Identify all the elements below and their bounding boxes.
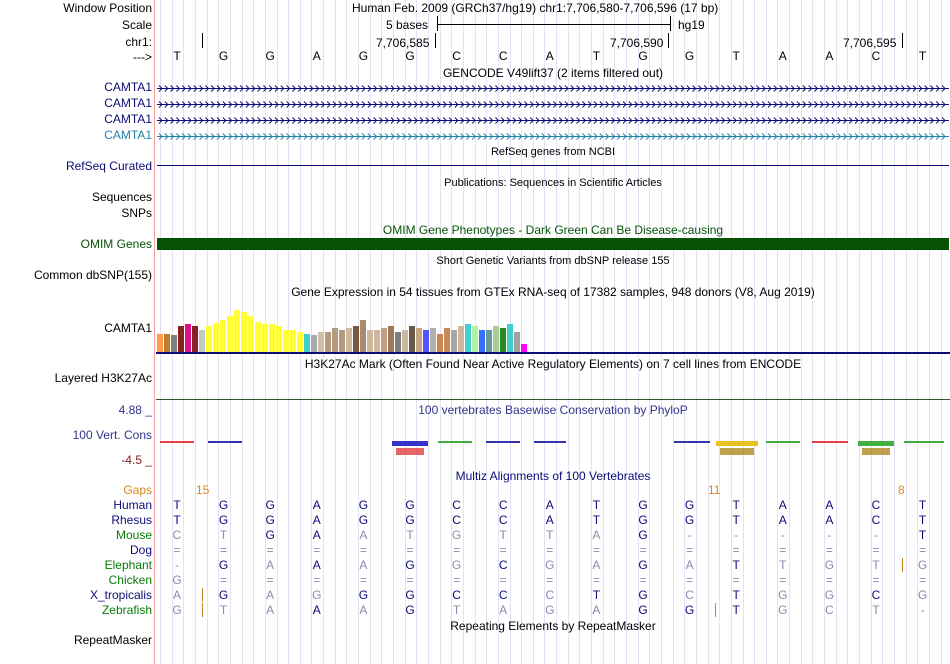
aligned-base: = [453,543,461,557]
aligned-base: G [218,513,229,527]
aligned-base: = [872,573,880,587]
aligned-base: T [219,603,228,617]
aligned-base: = [919,573,927,587]
aligned-base: A [359,603,368,617]
h3k27ac-baseline [156,399,950,400]
aligned-base: G [172,573,182,587]
aligned-base: T [918,528,927,542]
aligned-base: A [266,588,275,602]
aligned-base: G [917,558,928,572]
reference-base: T [173,49,181,63]
camta1-transcript-4[interactable] [157,130,949,139]
gtex-tissue-bar[interactable] [185,324,191,352]
aligned-base: = [686,573,694,587]
aligned-base: G [638,528,648,542]
aligned-base: T [872,603,880,617]
gencode-track-title[interactable]: GENCODE V49lift37 (2 items filtered out) [442,66,664,80]
scale-label: Scale [121,18,152,32]
aligned-base: = [872,543,880,557]
aligned-base: = [825,543,833,557]
camta1-label-1[interactable]: CAMTA1 [104,80,152,94]
aligned-base: G [218,558,229,572]
aligned-base: T [173,498,181,512]
ruler-tick-3 [902,33,903,48]
aligned-base: T [732,558,740,572]
scale-bar-left-tick [437,16,438,31]
chromosome-label: chr1: [125,35,152,49]
gtex-tissue-bar[interactable] [451,330,457,352]
aligned-base: G [405,603,415,617]
gtex-tissue-bar[interactable] [500,328,506,352]
gtex-tissue-bar[interactable] [290,330,296,352]
layered-h3k27ac-label[interactable]: Layered H3K27Ac [54,371,152,385]
aligned-base: = [732,573,740,587]
insertion-marker [202,588,203,602]
aligned-base: A [545,513,554,527]
aligned-base: T [779,558,787,572]
aligned-base: A [685,558,694,572]
omim-track-title[interactable]: OMIM Gene Phenotypes - Dark Green Can Be Disease-causing [382,223,724,237]
camta1-transcript-1[interactable] [157,82,949,91]
aligned-base: G [638,513,648,527]
camta1-transcript-3[interactable] [157,114,949,123]
aligned-base: = [313,543,321,557]
gtex-tissue-bar[interactable] [486,330,492,352]
vert-cons-label[interactable]: 100 Vert. Cons [72,428,152,442]
aligned-base: G [684,603,695,617]
gtex-tissue-bar[interactable] [507,324,513,352]
aligned-base: = [732,543,740,557]
phylop-base-mark [812,441,848,443]
gtex-baseline [156,352,950,354]
aligned-base: G [638,588,648,602]
species-xtropicalis-label[interactable]: X_tropicalis [89,588,152,602]
reference-base: C [498,49,508,63]
aligned-base: G [778,588,788,602]
gtex-tissue-bar[interactable] [311,335,317,352]
aligned-base: T [499,528,507,542]
gtex-tissue-bar[interactable] [234,310,240,352]
gtex-tissue-bar[interactable] [409,326,415,352]
aligned-base: T [732,588,740,602]
phylop-base-mark [160,441,194,443]
ruler-coordinate-1: 7,706,585 [376,36,430,50]
gtex-tissue-bar[interactable] [276,326,282,352]
aligned-base: C [871,588,881,602]
aligned-base: G [451,528,462,542]
phylop-track-title[interactable]: 100 vertebrates Basewise Conservation by PhyloP [418,403,688,417]
omim-genes-label[interactable]: OMIM Genes [80,237,152,251]
ruler-tick-2 [668,33,669,48]
gtex-tissue-bar[interactable] [304,334,310,352]
camta1-label-4[interactable]: CAMTA1 [104,128,152,142]
aligned-base: T [452,603,461,617]
reference-base: T [592,49,601,63]
gtex-tissue-bar[interactable] [388,326,394,352]
aligned-base: = [453,573,461,587]
aligned-base: T [173,513,181,527]
aligned-base: T [732,603,740,617]
aligned-base: G [824,558,835,572]
reference-base: A [312,49,321,63]
phylop-base-mark [716,441,758,446]
aligned-base: = [220,543,228,557]
aligned-base: G [638,603,648,617]
aligned-base: = [406,543,414,557]
aligned-base: A [266,558,275,572]
gtex-tissue-bar[interactable] [199,330,205,352]
ruler-coordinate-2: 7,706,590 [610,36,664,50]
aligned-base: A [359,558,368,572]
phylop-base-mark [534,441,566,443]
aligned-base: G [218,498,229,512]
gtex-tissue-bar[interactable] [297,332,303,352]
gtex-tissue-bar[interactable] [192,326,198,352]
aligned-base: = [359,543,367,557]
reference-base: C [452,49,461,63]
phylop-base-mark [396,448,424,455]
species-mouse-label[interactable]: Mouse [115,528,152,542]
insertion-marker [902,558,903,572]
aligned-base: A [825,513,834,527]
aligned-base: G [405,588,415,602]
repeatmasker-track-title[interactable]: Repeating Elements by RepeatMasker [450,619,656,633]
reference-base: A [778,49,787,63]
camta1-transcript-2[interactable] [157,98,949,107]
aligned-base: A [592,603,601,617]
species-dog-label[interactable]: Dog [129,543,152,557]
aligned-base: G [358,513,369,527]
species-zebrafish-label[interactable]: Zebrafish [101,603,152,617]
aligned-base: = [406,573,414,587]
gtex-tissue-bar[interactable] [164,334,170,352]
aligned-base: G [172,603,182,617]
track-left-border [154,0,155,664]
gtex-tissue-bar[interactable] [367,330,373,352]
aligned-base: G [358,498,369,512]
aligned-base: - [175,558,179,572]
aligned-base: - [827,528,832,542]
gtex-tissue-bar[interactable] [339,330,345,352]
gtex-tissue-bar[interactable] [395,332,401,352]
aligned-base: G [405,558,415,572]
aligned-base: G [312,588,322,602]
gtex-tissue-bar[interactable] [479,330,485,352]
aligned-base: = [779,543,787,557]
aligned-base: C [545,588,555,602]
species-elephant-label[interactable]: Elephant [104,558,152,572]
aligned-base: T [406,528,414,542]
common-dbsnp-label[interactable]: Common dbSNP(155) [33,268,152,282]
aligned-base: A [312,498,321,512]
aligned-base: A [266,603,275,617]
phylop-conservation-plot[interactable] [156,436,950,462]
aligned-base: G [451,558,462,572]
aligned-base: A [312,513,321,527]
reference-base: T [732,49,740,63]
aligned-base: G [824,588,835,602]
aligned-base: A [778,498,787,512]
gtex-tissue-bar[interactable] [423,330,429,352]
aligned-base: C [871,498,881,512]
aligned-base: A [545,498,554,512]
aligned-base: A [312,558,321,572]
aligned-base: G [684,513,695,527]
gtex-tissue-bar[interactable] [381,328,387,352]
conservation-max-label: 4.88 _ [118,403,152,417]
aligned-base: G [218,588,229,602]
aligned-base: A [592,558,601,572]
aligned-base: G [545,558,555,572]
aligned-base: T [872,558,880,572]
aligned-base: = [919,543,927,557]
aligned-base: G [684,498,695,512]
insertion-marker [715,603,716,617]
aligned-base: T [918,498,927,512]
refseq-curated-label[interactable]: RefSeq Curated [65,159,152,173]
gtex-tissue-bar[interactable] [416,328,422,352]
reference-base: A [825,49,834,63]
aligned-base: A [359,528,368,542]
aligned-base: C [452,498,461,512]
gaps-label: Gaps [123,483,152,497]
aligned-base: A [499,603,508,617]
phylop-base-mark [720,448,754,455]
refseq-track-title[interactable]: RefSeq genes from NCBI [490,146,616,158]
reference-base: G [684,49,695,63]
aligned-base: = [499,573,507,587]
aligned-base: T [732,498,740,512]
strand-arrow-label[interactable]: ---> [133,50,152,64]
aligned-base: G [778,603,788,617]
species-chicken-label[interactable]: Chicken [108,573,152,587]
reference-base: A [545,49,554,63]
aligned-base: A [172,588,181,602]
gtex-tissue-bar[interactable] [430,328,436,352]
aligned-base: T [546,528,554,542]
aligned-base: A [312,528,321,542]
aligned-base: = [546,543,554,557]
window-position-text: Human Feb. 2009 (GRCh37/hg19) chr1:7,706,580-7,706,596 (17 bp) [352,1,719,15]
gtex-tissue-bar[interactable] [402,330,408,352]
refseq-gene-line[interactable] [157,165,949,166]
aligned-base: = [173,543,181,557]
gtex-tissue-bar[interactable] [353,326,359,352]
scale-bar-text: 5 bases [386,18,429,32]
reference-base: G [265,49,275,63]
aligned-base: G [265,528,275,542]
window-position-label: Window Position [63,1,152,15]
aligned-base: = [313,573,321,587]
gap-count-2: 11 [708,483,721,497]
aligned-base: - [920,603,925,617]
aligned-base: - [874,528,878,542]
aligned-base: C [825,603,834,617]
aligned-base: T [592,498,601,512]
aligned-base: G [265,513,275,527]
aligned-base: C [172,528,182,542]
gtex-tissue-bar[interactable] [493,326,499,352]
aligned-base: G [358,588,369,602]
species-human-label[interactable]: Human [113,498,152,512]
insertion-marker [202,603,203,617]
reference-base: C [871,49,881,63]
scale-bar-line [437,24,670,25]
aligned-base: - [687,528,692,542]
aligned-base: G [917,588,928,602]
aligned-base: C [871,513,881,527]
aligned-base: A [312,603,321,617]
reference-base: G [218,49,229,63]
phylop-base-mark [766,441,800,443]
phylop-base-mark [862,448,890,455]
phylop-base-mark [904,441,944,443]
gap-count-1: 15 [196,483,210,497]
aligned-base: - [780,528,785,542]
gtex-tissue-bar[interactable] [472,326,478,352]
aligned-base: C [685,588,694,602]
ruler-tick-1 [435,33,436,48]
dbsnp-track-title[interactable]: Short Genetic Variants from dbSNP release 155 [436,255,670,267]
reference-base: G [358,49,369,63]
gtex-tissue-bar[interactable] [157,334,163,352]
aligned-base: G [638,558,648,572]
aligned-base: T [918,513,927,527]
gtex-tissue-bar[interactable] [360,320,366,352]
aligned-base: C [498,498,508,512]
gtex-tissue-bar[interactable] [171,335,177,352]
omim-gene-bar[interactable] [157,238,949,250]
gtex-tissue-bar[interactable] [283,330,289,352]
aligned-base: = [592,573,600,587]
gtex-tissue-bar[interactable] [213,323,219,352]
camta1-label-2[interactable]: CAMTA1 [104,96,152,110]
aligned-base: = [639,573,647,587]
aligned-base: T [592,588,601,602]
phylop-base-mark [208,441,242,443]
aligned-base: - [734,528,739,542]
aligned-base: = [825,573,833,587]
phylop-base-mark [392,441,428,446]
aligned-base: = [686,543,694,557]
gtex-expression-bars[interactable] [156,300,536,352]
gtex-tissue-bar[interactable] [269,324,275,352]
phylop-base-mark [858,441,894,446]
aligned-base: A [592,528,601,542]
gtex-tissue-bar[interactable] [444,328,450,352]
aligned-base: = [266,543,274,557]
aligned-base: C [498,588,508,602]
aligned-base: = [592,543,600,557]
aligned-base: G [545,603,555,617]
aligned-base: C [498,513,508,527]
aligned-base: A [778,513,787,527]
gtex-camta1-label[interactable]: CAMTA1 [104,321,152,335]
snps-label[interactable]: SNPs [121,206,152,220]
gtex-tissue-bar[interactable] [465,324,471,352]
gtex-tissue-bar[interactable] [458,326,464,352]
aligned-base: G [638,498,648,512]
aligned-base: C [498,558,508,572]
aligned-base: C [452,513,461,527]
gtex-tissue-bar[interactable] [521,344,527,352]
aligned-base: G [405,513,415,527]
gtex-tissue-bar[interactable] [178,326,184,352]
gtex-tissue-bar[interactable] [248,316,254,352]
species-rhesus-label[interactable]: Rhesus [111,513,152,527]
gtex-tissue-bar[interactable] [227,316,233,352]
publications-track-title[interactable]: Publications: Sequences in Scientific Articles [444,177,662,189]
ruler-coordinate-3: 7,706,595 [843,36,897,50]
phylop-base-mark [438,441,472,443]
gtex-tissue-bar[interactable] [325,332,331,352]
gtex-tissue-bar[interactable] [374,330,380,352]
aligned-base: = [546,573,554,587]
gtex-tissue-bar[interactable] [206,326,212,352]
aligned-base: T [219,528,228,542]
aligned-base: = [266,573,274,587]
scale-bar-right-tick [670,16,671,31]
gtex-tissue-bar[interactable] [262,324,268,352]
reference-base: T [918,49,927,63]
aligned-base: = [359,573,367,587]
gtex-tissue-bar[interactable] [332,328,338,352]
aligned-base: = [499,543,507,557]
assembly-name: hg19 [678,18,705,32]
gtex-tissue-bar[interactable] [241,312,247,352]
gtex-tissue-bar[interactable] [255,322,261,352]
aligned-base: A [825,498,834,512]
aligned-base: G [265,498,275,512]
ruler-start-tick [202,33,203,48]
multiz-track-title[interactable]: Multiz Alignments of 100 Vertebrates [455,469,651,483]
aligned-base: T [592,513,601,527]
aligned-base: G [405,498,415,512]
gtex-tissue-bar[interactable] [437,334,443,352]
gtex-tissue-bar[interactable] [346,328,352,352]
aligned-base: = [220,573,228,587]
gtex-tissue-bar[interactable] [514,332,520,352]
camta1-label-3[interactable]: CAMTA1 [104,112,152,126]
gtex-track-title[interactable]: Gene Expression in 54 tissues from GTEx RNA-seq of 17382 samples, 948 donors (V8, Aug 2019) [291,285,815,299]
gtex-tissue-bar[interactable] [220,320,226,352]
reference-base: G [405,49,415,63]
repeatmasker-label[interactable]: RepeatMasker [73,633,152,647]
phylop-base-mark [486,441,520,443]
aligned-base: = [779,573,787,587]
phylop-base-mark [674,441,710,443]
aligned-base: C [452,588,461,602]
h3k27ac-track-title[interactable]: H3K27Ac Mark (Often Found Near Active Regulatory Elements) on 7 cell lines from ENCODE [304,357,802,371]
sequences-label[interactable]: Sequences [91,190,152,204]
gap-count-3: 8 [898,483,905,497]
gtex-tissue-bar[interactable] [318,332,324,352]
reference-base: G [638,49,648,63]
aligned-base: T [732,513,740,527]
aligned-base: = [639,543,647,557]
conservation-min-label: -4.5 _ [121,453,152,467]
